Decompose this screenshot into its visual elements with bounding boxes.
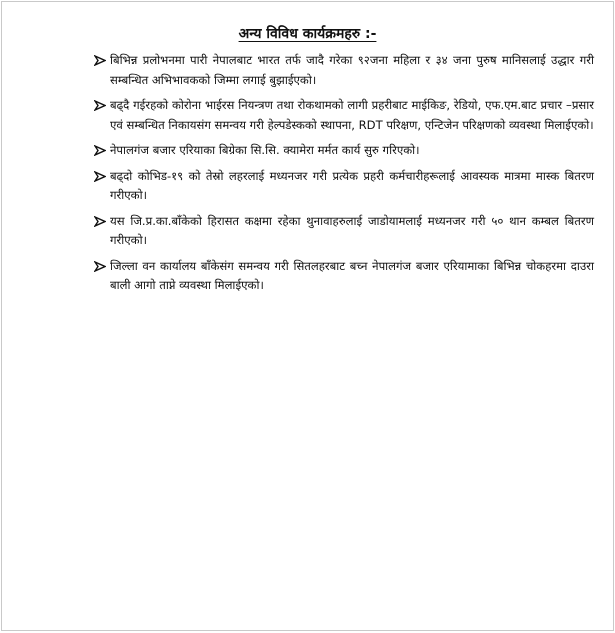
list-item-text: जिल्ला वन कार्यालय बाँकेसंग समन्वय गरी सितलहरबाट बच्न नेपालगंज बजार एरियामाका बिभिन्न चोकहरमा दाउरा बाली आगो ताप्ने व्यवस्था मिलाईएको। <box>110 258 594 292</box>
list-item <box>94 167 594 206</box>
list-item-text: बिभिन्न प्रलोभनमा पारी नेपालबाट भारत तर्फ जादै गरेका ९२जना महिला र ३४ जना पुरुष मानिसलाई उद्धार गरी सम्बन्धित अभिभावकको जिम्मा लगाई बुझाईएको। <box>110 53 594 87</box>
arrow-bullet-icon <box>94 212 110 231</box>
arrow-bullet-icon <box>94 96 110 115</box>
list-item <box>94 141 594 161</box>
arrow-bullet-icon <box>94 257 110 276</box>
list-item-text: बढ्दै गईरहको कोरोना भाईरस नियन्त्रण तथा रोकथामको लागी प्रहरीबाट माईकिङ, रेडियो, एफ.एम.बाट प्रचार –प्रसार एवं सम्बन्धित निकायसंग समन्वय गरी हेल्पडेस्कको स्थापना, RDT परिक्षण, एन्टिजेन परिक्षणको व्यवस्था मिलाईएको। <box>110 98 594 132</box>
list-item-text: यस जि.प्र.का.बाँकेको हिरासत कक्षमा रहेका थुनावाहरुलाई जाडोयामलाई मध्यनजर गरी ५० थान कम्बल बितरण गरीएको। <box>110 213 594 247</box>
section-heading-text: अन्य विविध कार्यक्रमहरु :- <box>238 26 377 42</box>
arrow-bullet-icon <box>94 51 110 70</box>
arrow-bullet-icon <box>94 167 110 186</box>
list-item-text: बढ्दो कोभिड-१९ को तेस्रो लहरलाई मध्यनजर गरी प्रत्येक प्रहरी कर्मचारीहरूलाई आवस्यक मात्रमा मास्क बितरण गरीएको। <box>110 168 594 202</box>
arrow-bullet-icon <box>94 141 110 160</box>
section-heading <box>2 24 613 43</box>
list-item <box>94 257 594 296</box>
document-page <box>1 1 614 631</box>
list-item <box>94 96 594 135</box>
activity-list <box>94 51 594 302</box>
list-item <box>94 212 594 251</box>
list-item-text: नेपालगंज बजार एरियाका बिग्रेका सि.सि. क्यामेरा मर्मत कार्य सुरु गरिएको। <box>110 143 420 157</box>
list-item <box>94 51 594 90</box>
